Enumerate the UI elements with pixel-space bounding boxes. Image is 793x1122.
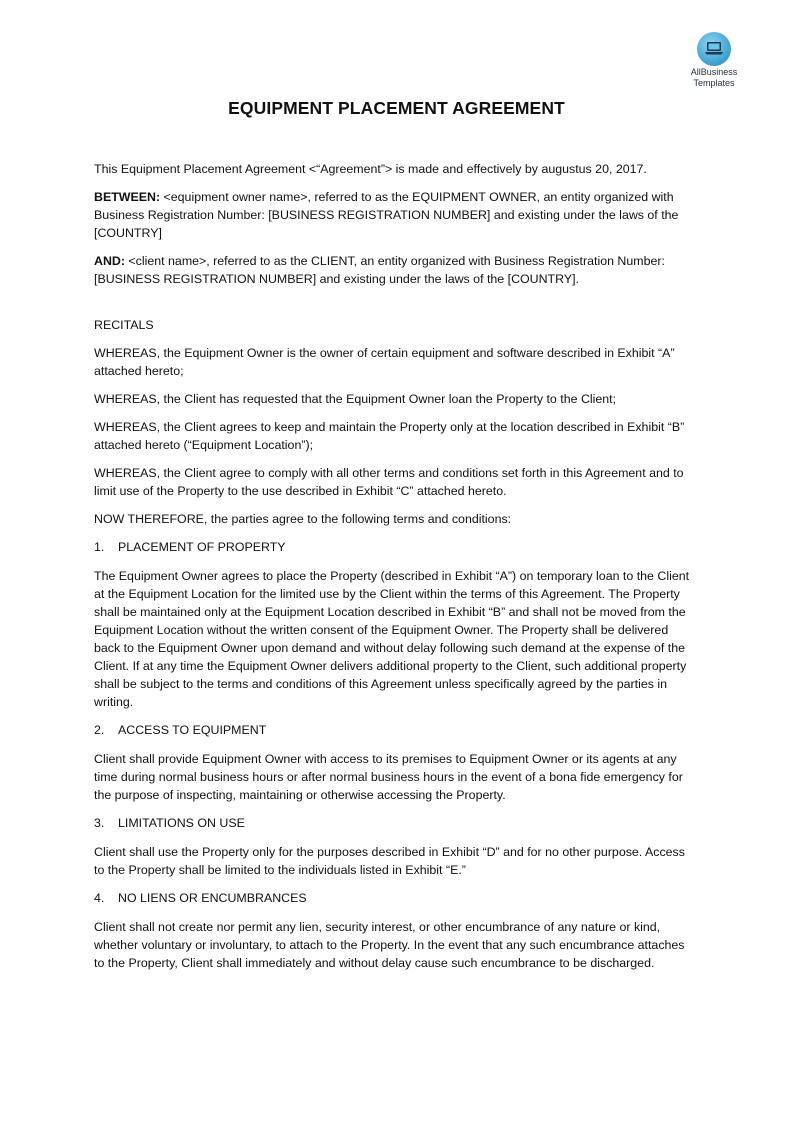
now-therefore-paragraph: NOW THEREFORE, the parties agree to the following terms and conditions: <box>94 512 512 526</box>
section-heading <box>94 721 694 739</box>
section-number: 2. <box>94 723 105 737</box>
section-body: Client shall not create nor permit any lien, security interest, or other encumbrance of any nature or kind, whether voluntary or involuntary, to attach to the Property. In the event that any such encumbrance attaches to the Property, Client shall immediately and without delay cause such encumbrance to be discharged. <box>94 920 685 970</box>
logo-text-line2: Templates <box>693 78 735 88</box>
section-body: Client shall provide Equipment Owner with access to its premises to Equipment Owner or its agents at any time during normal business hours or after normal business hours in the event of a bona fide emergency for the purpose of inspecting, maintaining or otherwise accessing the Property. <box>94 752 683 802</box>
between-text: <equipment owner name>, referred to as the EQUIPMENT OWNER, an entity organized with Business Registration Number: [BUSINESS REGISTRATION NUMBER] and existing under the laws of the [COUNTRY] <box>94 190 679 240</box>
section-title: ACCESS TO EQUIPMENT <box>118 723 267 737</box>
section-body: The Equipment Owner agrees to place the Property (described in Exhibit “A”) on temporary loan to the Client at the Equipment Location for the limited use by the Client within the terms of this Agreement. The Property shall be maintained only at the Equipment Location described in Exhibit “B” and shall not be moved from the Equipment Location without the written consent of the Equipment Owner. The Property shall be delivered back to the Equipment Owner upon demand and without delay following such demand at the expense of the Client. If at any time the Equipment Owner delivers additional property to the Client, such additional property shall be subject to the terms and conditions of this Agreement unless specifically agreed by the parties in writing. <box>94 569 690 709</box>
section-heading <box>94 814 694 832</box>
section-number: 1. <box>94 540 105 554</box>
section-title: NO LIENS OR ENCUMBRANCES <box>118 891 307 905</box>
recitals-heading: RECITALS <box>94 318 154 332</box>
and-paragraph <box>94 252 694 288</box>
intro-paragraph: This Equipment Placement Agreement <“Agreement”> is made and effectively by augustus 20, 2017. <box>94 162 647 176</box>
section-title: LIMITATIONS ON USE <box>118 816 245 830</box>
section-body: Client shall use the Property only for the purposes described in Exhibit “D” and for no other purpose. Access to the Property shall be limited to the individuals listed in Exhibit “E.” <box>94 845 685 877</box>
and-label: AND: <box>94 254 125 268</box>
allbusiness-templates-logo <box>683 32 745 88</box>
section-title: PLACEMENT OF PROPERTY <box>118 540 286 554</box>
logo-text-line1: AllBusiness <box>690 67 738 77</box>
recital-paragraph: WHEREAS, the Client agrees to keep and maintain the Property only at the location described in Exhibit “B” attached hereto (“Equipment Location”); <box>94 420 685 452</box>
document-title: EQUIPMENT PLACEMENT AGREEMENT <box>228 98 565 118</box>
section-number: 3. <box>94 816 105 830</box>
and-text: <client name>, referred to as the CLIENT, an entity organized with Business Registration Number: [BUSINESS REGISTRATION NUMBER] and existing under the laws of the [COUNTRY]. <box>94 254 665 286</box>
between-paragraph <box>94 188 694 242</box>
section-heading <box>94 889 694 907</box>
section-number: 4. <box>94 891 105 905</box>
recital-paragraph: WHEREAS, the Client has requested that the Equipment Owner loan the Property to the Client; <box>94 392 617 406</box>
between-label: BETWEEN: <box>94 190 161 204</box>
recital-paragraph: WHEREAS, the Client agree to comply with all other terms and conditions set forth in this Agreement and to limit use of the Property to the use described in Exhibit “C” attached hereto. <box>94 466 684 498</box>
section-heading <box>94 538 694 556</box>
document-body <box>94 160 694 982</box>
laptop-icon <box>697 32 731 66</box>
recital-paragraph: WHEREAS, the Equipment Owner is the owner of certain equipment and software described in Exhibit “A” attached hereto; <box>94 346 675 378</box>
